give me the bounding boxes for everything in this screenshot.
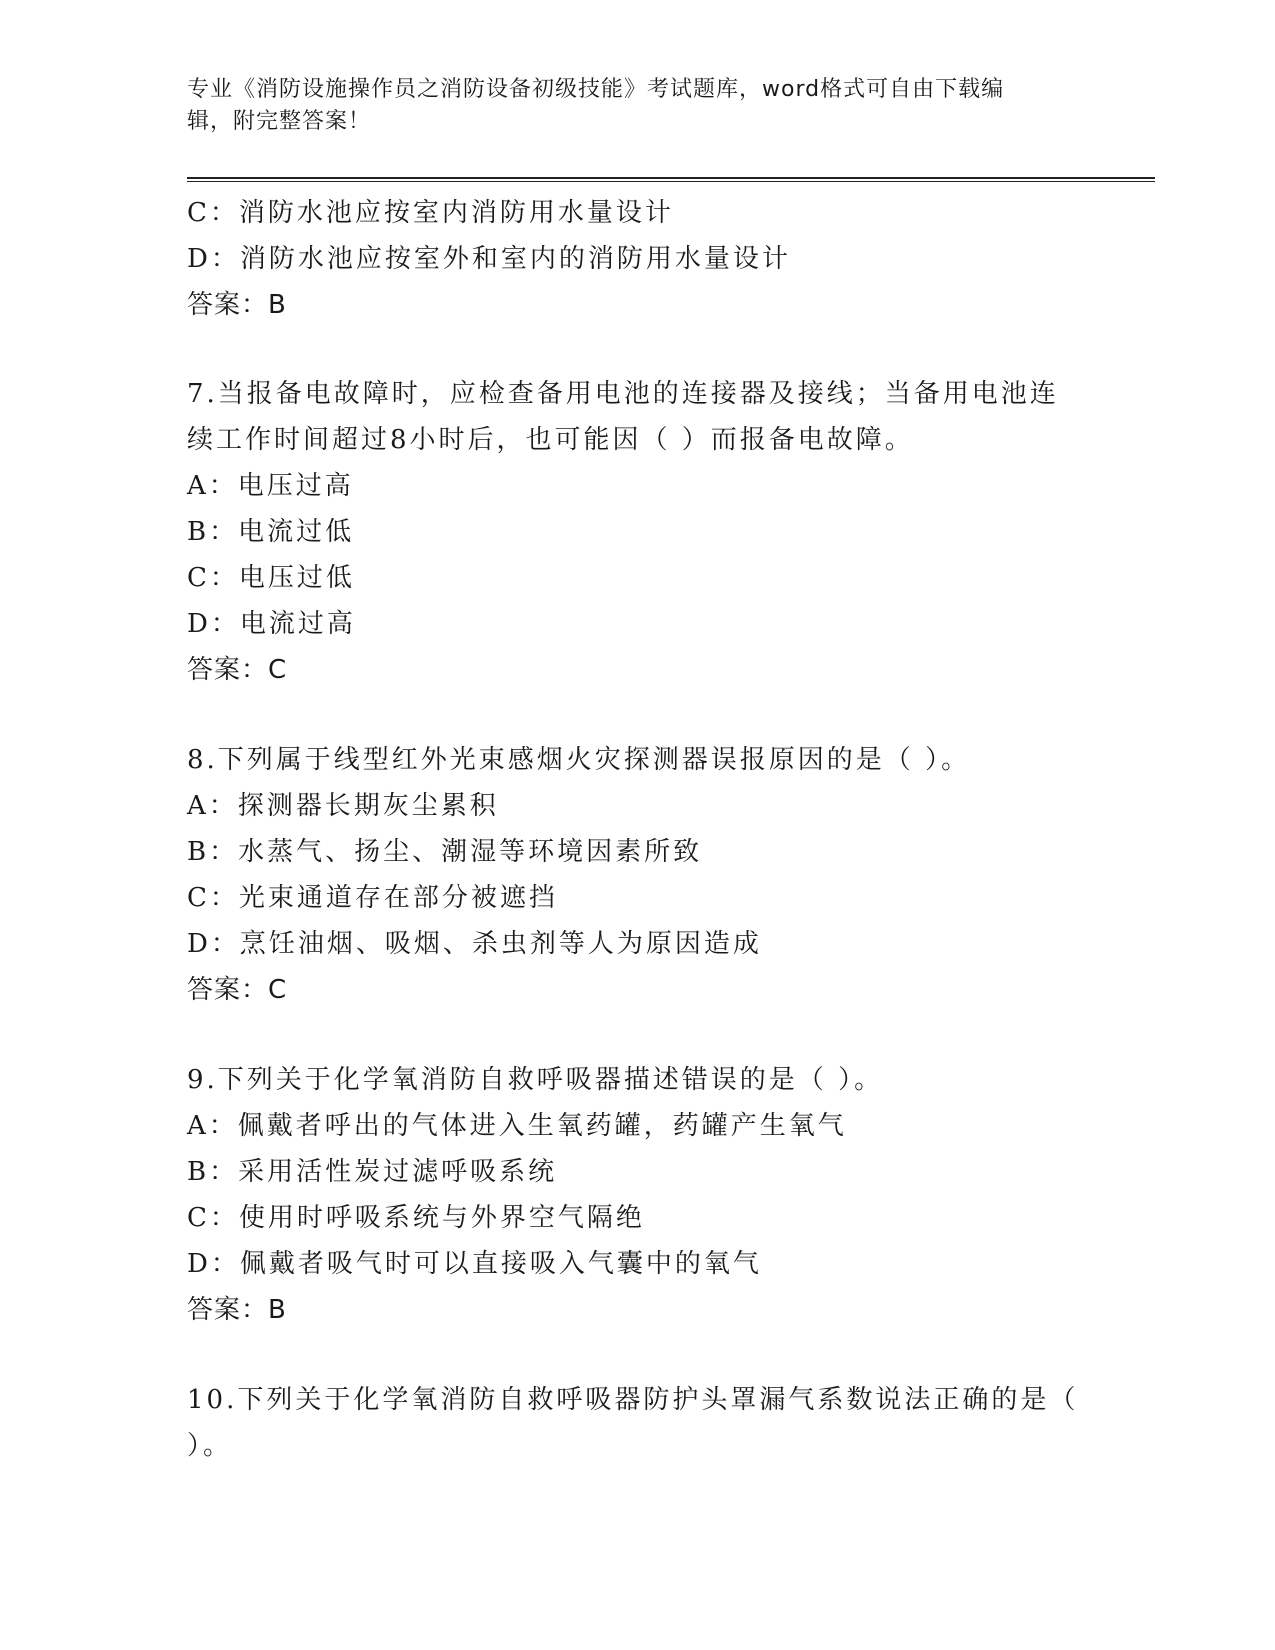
question-9: [187, 1057, 1087, 1333]
question-stem: 7.当报备电故障时，应检查备用电池的连接器及接线；当备用电池连: [187, 379, 1059, 409]
option-d: D：电流过高: [187, 609, 356, 639]
option-b: B：采用活性炭过滤呼吸系统: [187, 1157, 558, 1187]
answer: 答案：B: [187, 1295, 287, 1325]
prev-question-tail: [187, 190, 1087, 328]
option-d: D：佩戴者吸气时可以直接吸入气囊中的氧气: [187, 1249, 762, 1279]
option-c: C：消防水池应按室内消防用水量设计: [187, 198, 674, 228]
option-a: A：电压过高: [187, 471, 354, 501]
spacer: [187, 693, 1087, 737]
option-a: A：探测器长期灰尘累积: [187, 791, 499, 821]
answer: 答案：C: [187, 655, 288, 685]
option-d: D：消防水池应按室外和室内的消防用水量设计: [187, 244, 791, 274]
question-8: [187, 737, 1087, 1013]
spacer: [187, 1013, 1087, 1057]
question-content: [187, 190, 1087, 1469]
question-stem: 8.下列属于线型红外光束感烟火灾探测器误报原因的是（ ）。: [187, 745, 971, 775]
spacer: [187, 1333, 1087, 1377]
option-c: C：使用时呼吸系统与外界空气隔绝: [187, 1203, 645, 1233]
answer: 答案：C: [187, 975, 288, 1005]
spacer: [187, 328, 1087, 371]
question-10: [187, 1377, 1087, 1469]
option-c: C：电压过低: [187, 563, 355, 593]
question-stem: 9.下列关于化学氧消防自救呼吸器描述错误的是（ ）。: [187, 1065, 884, 1095]
header-line-1: 专业《消防设施操作员之消防设备初级技能》考试题库，word格式可自由下载编: [187, 77, 1005, 102]
header-divider: [187, 177, 1155, 182]
question-7: [187, 371, 1087, 693]
question-stem: 10.下列关于化学氧消防自救呼吸器防护头罩漏气系数说法正确的是（: [187, 1385, 1079, 1415]
option-b: B：水蒸气、扬尘、潮湿等环境因素所致: [187, 837, 703, 867]
option-d: D：烹饪油烟、吸烟、杀虫剂等人为原因造成: [187, 929, 762, 959]
header-line-2: 辑，附完整答案！: [187, 109, 372, 134]
option-a: A：佩戴者呼出的气体进入生氧药罐，药罐产生氧气: [187, 1111, 847, 1141]
question-stem: 续工作时间超过8小时后，也可能因（ ）而报备电故障。: [187, 425, 914, 455]
document-header: [187, 74, 1067, 138]
option-b: B：电流过低: [187, 517, 355, 547]
question-stem: ）。: [187, 1431, 233, 1461]
option-c: C：光束通道存在部分被遮挡: [187, 883, 558, 913]
answer: 答案：B: [187, 290, 287, 320]
